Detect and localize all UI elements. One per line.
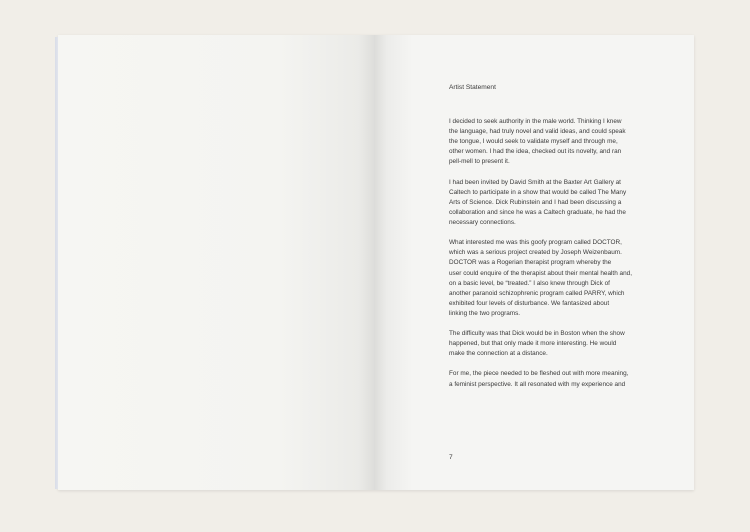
paragraph	[449, 117, 684, 167]
text-line: the language, had truly novel and valid ideas, and could speak	[449, 128, 626, 136]
paragraph	[449, 329, 684, 359]
text-line: Caltech to participate in a show that would be called The Many	[449, 188, 627, 196]
text-line: I decided to seek authority in the male world. Thinking I knew	[449, 118, 622, 126]
text-line: pell-mell to present it.	[449, 158, 510, 166]
text-line: I had been invited by David Smith at the Baxter Art Gallery at	[449, 178, 621, 186]
text-line: What interested me was this goofy program called DOCTOR,	[449, 239, 622, 247]
paragraph	[449, 238, 684, 319]
text-line: another paranoid schizophrenic program called PARRY, which	[449, 289, 625, 297]
text-line: collaboration and since he was a Caltech graduate, he had the	[449, 208, 626, 216]
text-line: exhibited four levels of disturbance. We fantasized about	[449, 299, 610, 307]
text-line: necessary connections.	[449, 219, 516, 227]
text-line: The difficulty was that Dick would be in Boston when the show	[449, 330, 625, 338]
text-line: which was a serious project created by Joseph Weizenbaum.	[449, 249, 622, 257]
text-line: a feminist perspective. It all resonated with my experience and	[449, 380, 626, 388]
text-line: DOCTOR was a Rogerian therapist program whereby the	[449, 259, 612, 267]
open-book	[58, 35, 694, 490]
page-number: 7	[449, 454, 453, 461]
text-block	[449, 83, 684, 400]
right-page	[374, 35, 694, 490]
text-line: other women. I had the idea, checked out its novelty, and ran	[449, 148, 622, 156]
text-line: happened, but that only made it more interesting. He would	[449, 340, 617, 348]
text-line: user could enquire of the therapist about their mental health and,	[449, 269, 632, 277]
text-line: the tongue, I would seek to validate myself and through me,	[449, 138, 618, 146]
paragraph	[449, 178, 684, 228]
section-heading: Artist Statement	[449, 84, 496, 91]
left-page	[58, 35, 374, 490]
text-line: linking the two programs.	[449, 309, 521, 317]
text-line: Arts of Science. Dick Rubinstein and I had been discussing a	[449, 198, 622, 206]
text-line: For me, the piece needed to be fleshed out with more meaning,	[449, 370, 629, 378]
paragraph	[449, 369, 684, 389]
text-line: make the connection at a distance.	[449, 350, 548, 358]
text-line: on a basic level, be “treated.” I also knew through Dick of	[449, 279, 610, 287]
